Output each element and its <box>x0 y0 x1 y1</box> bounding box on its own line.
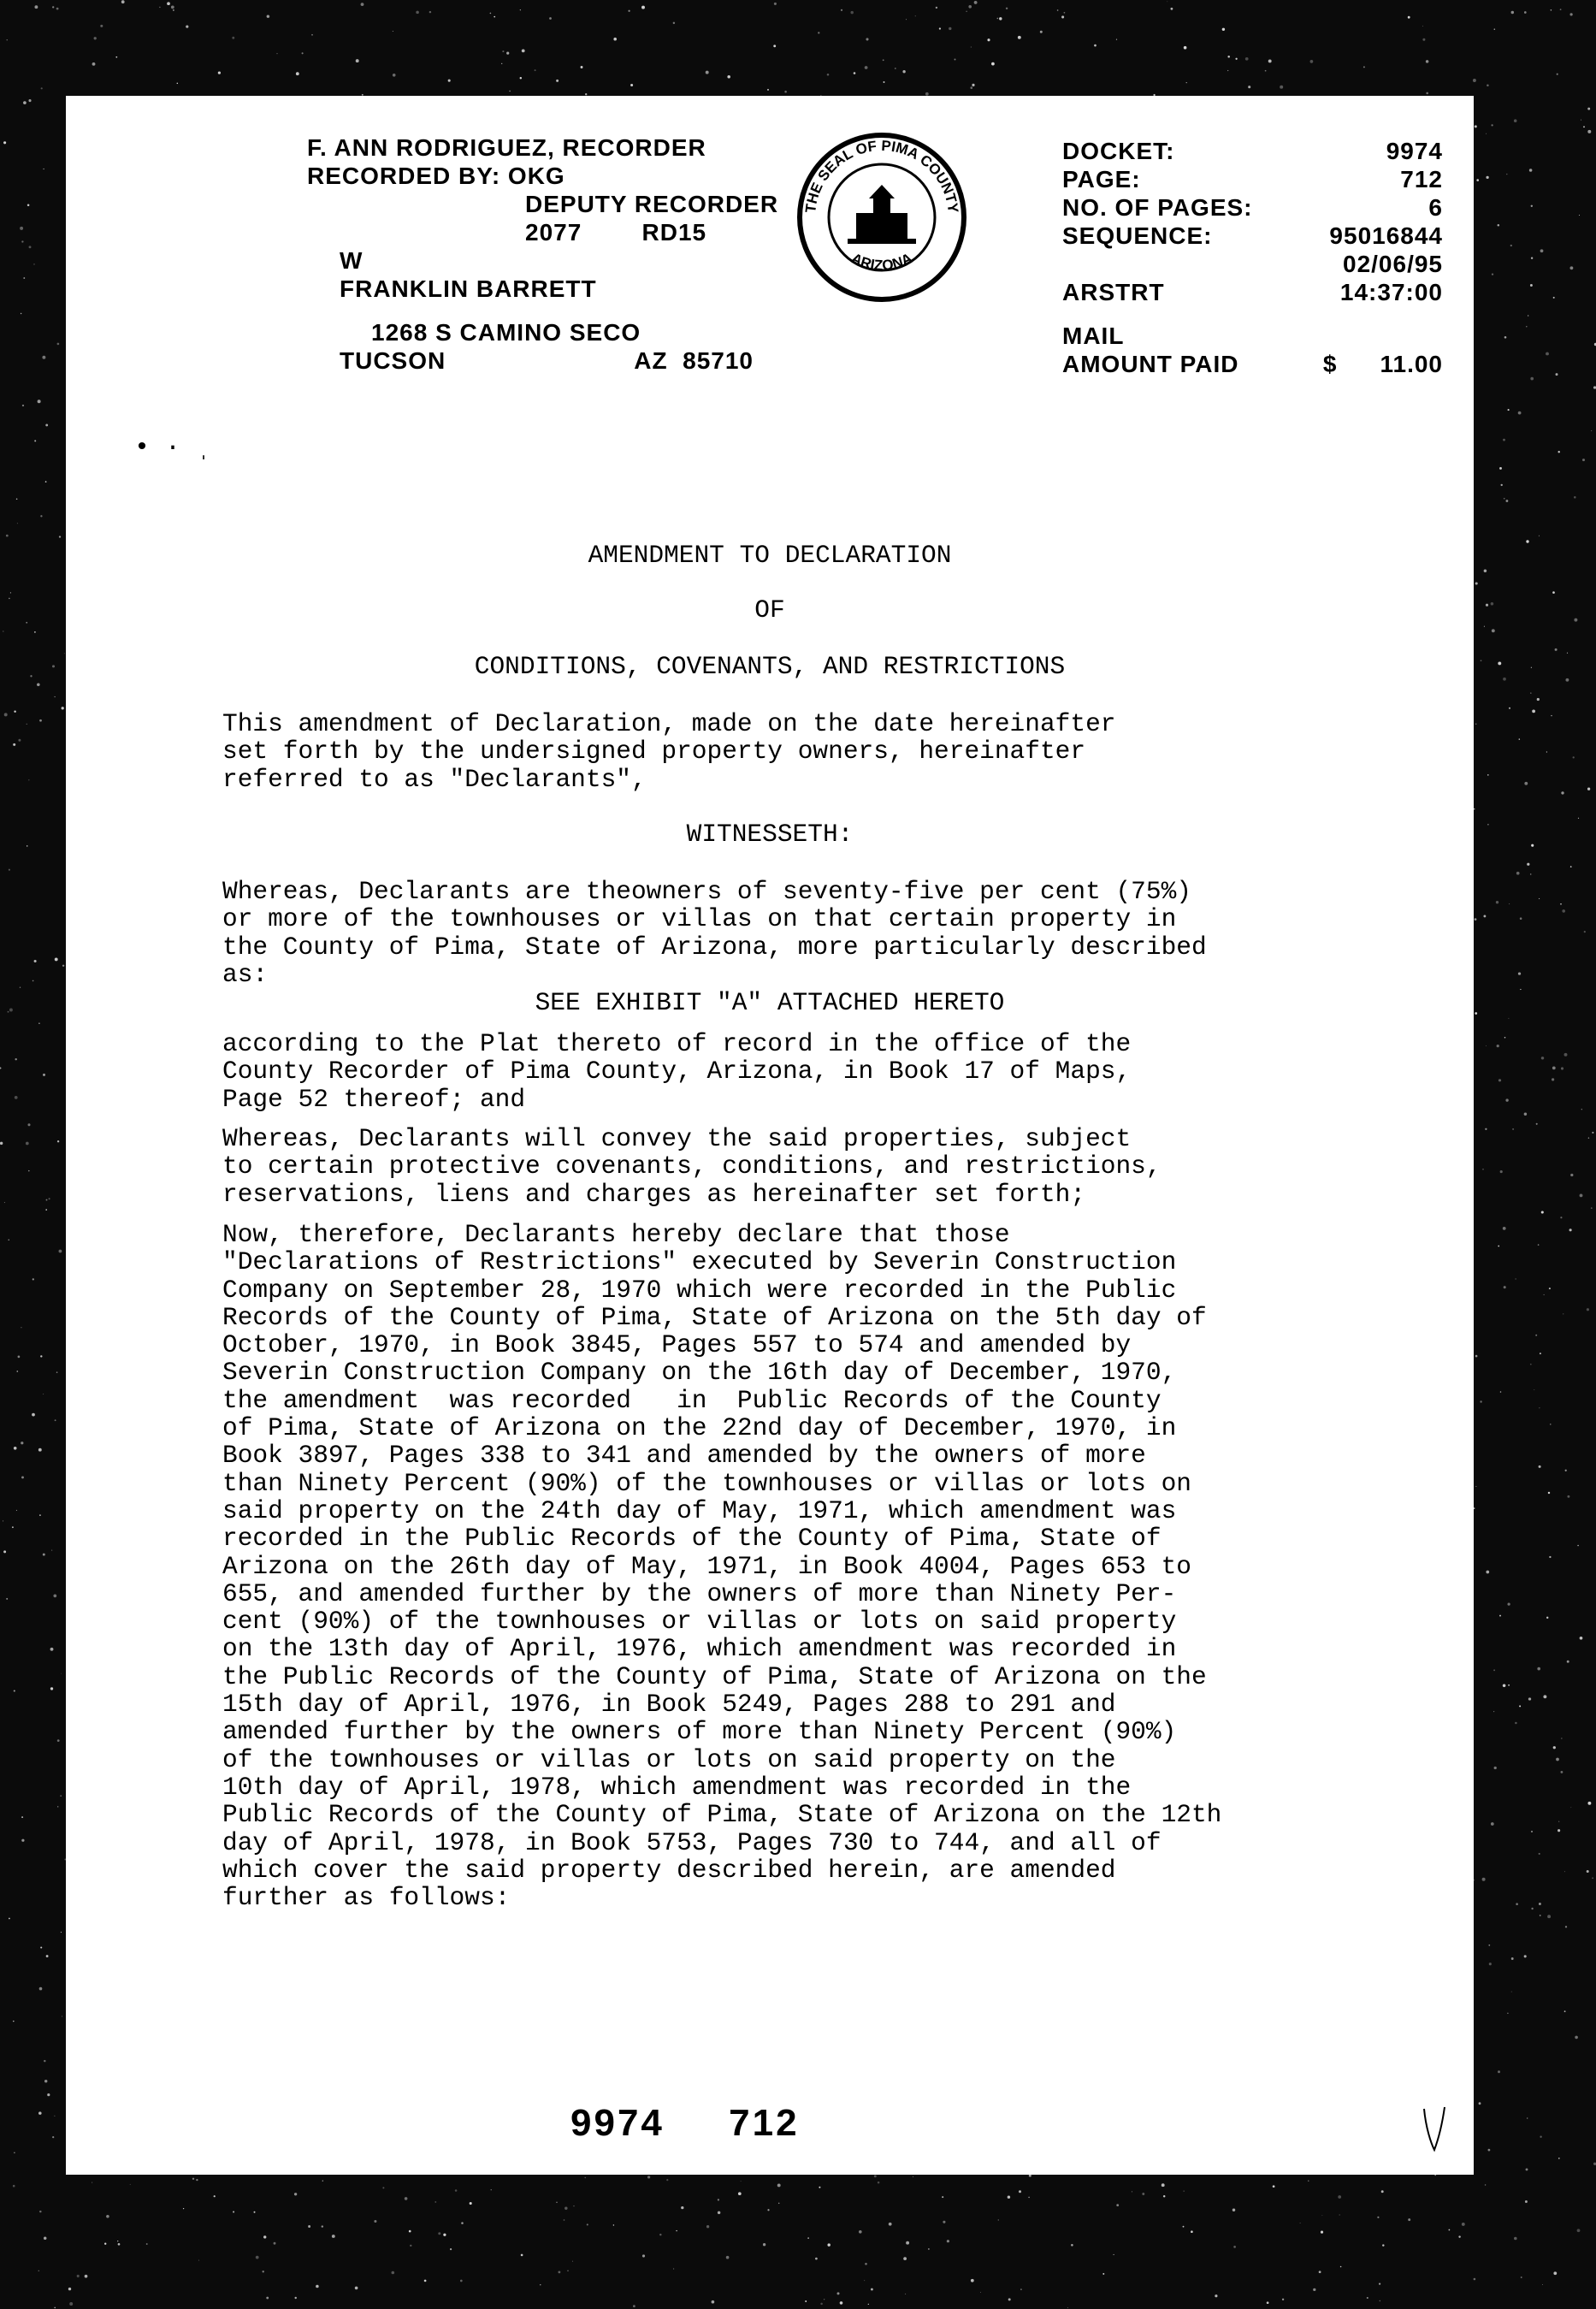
addressee-city-line <box>307 346 778 375</box>
svg-text:ARIZONA <box>848 250 915 274</box>
document-page <box>66 96 1474 2175</box>
text-line: said property on the 24th day of May, 1971, which amendment was <box>222 1495 1177 1525</box>
mail-label: MAIL <box>1062 323 1125 349</box>
docket-value: 9974 <box>1386 138 1443 164</box>
pima-county-seal <box>796 132 967 303</box>
addressee-street: 1268 S CAMINO SECO <box>371 319 641 346</box>
recorder-block <box>307 133 778 375</box>
seal-bottom-text: ARIZONA <box>848 250 915 274</box>
text-line: Whereas, Declarants will convey the said properties, subject <box>222 1124 1132 1153</box>
title-line-2: OF <box>754 595 785 625</box>
text-line: on the 13th day of April, 1976, which amendment was recorded in <box>222 1634 1177 1664</box>
amount-currency: $ <box>1322 351 1338 377</box>
w-mark: W <box>340 247 364 274</box>
footer-docket-page <box>570 2102 800 2145</box>
title-line-3: CONDITIONS, COVENANTS, AND RESTRICTIONS <box>474 652 1066 681</box>
sequence-label: SEQUENCE: <box>1062 222 1213 249</box>
text-line: the amendment was recorded in Public Records of the County <box>222 1385 1162 1415</box>
text-line: which cover the said property described herein, are amended <box>222 1855 1116 1885</box>
record-time: 14:37:00 <box>1339 279 1443 305</box>
text-line: 15th day of April, 1976, in Book 5249, Pages 288 to 291 and <box>222 1690 1116 1720</box>
text-line: as: <box>222 959 269 989</box>
recorder-codes: 2077 RD15 <box>525 219 707 246</box>
amount-value: 11.00 <box>1380 351 1443 377</box>
docket-block <box>1062 137 1443 378</box>
exhibit-reference: SEE EXHIBIT "A" ATTACHED HERETO <box>535 988 1005 1017</box>
seal-top-text: THE SEAL OF PIMA COUNTY <box>802 137 961 214</box>
addressee-state-zip: AZ 85710 <box>634 347 754 374</box>
addressee-city: TUCSON <box>340 347 446 374</box>
text-line: of the townhouses or villas or lots on said property on the <box>222 1744 1116 1774</box>
text-line: Now, therefore, Declarants hereby declare that those <box>222 1220 1010 1249</box>
page-value: 712 <box>1400 166 1443 192</box>
text-line: of Pima, State of Arizona on the 22nd day of December, 1970, in <box>222 1413 1177 1443</box>
text-line: Arizona on the 26th day of May, 1971, in Book 4004, Pages 653 to <box>222 1551 1191 1581</box>
text-line: day of April, 1978, in Book 5753, Pages 730 to 744, and all of <box>222 1827 1162 1857</box>
text-line: Public Records of the County of Pima, State of Arizona on the 12th <box>222 1800 1222 1830</box>
whereas-paragraph-1 <box>222 878 1403 988</box>
intro-paragraph <box>222 710 1403 793</box>
text-line: Records of the County of Pima, State of Arizona on the 5th day of <box>222 1302 1207 1332</box>
pages-label: NO. OF PAGES: <box>1062 194 1253 221</box>
text-line: 655, and amended further by the owners of more than Ninety Per- <box>222 1578 1177 1608</box>
text-line: to certain protective covenants, conditions, and restrictions, <box>222 1152 1162 1181</box>
text-line: further as follows: <box>222 1883 511 1913</box>
text-line: cent (90%) of the townhouses or villas or lots on said property <box>222 1607 1177 1637</box>
amount-label: AMOUNT PAID <box>1062 351 1239 377</box>
text-line: referred to as "Declarants", <box>222 764 647 794</box>
text-line: 10th day of April, 1978, which amendment was recorded in the <box>222 1772 1132 1802</box>
page-label: PAGE: <box>1062 166 1141 192</box>
text-line: October, 1970, in Book 3845, Pages 557 to 574 and amended by <box>222 1330 1132 1360</box>
text-line: set forth by the undersigned property owners, hereinafter <box>222 737 1086 767</box>
stray-marks: • · ˌ <box>134 434 212 463</box>
text-line: recorded in the Public Records of the County of Pima, State of <box>222 1524 1162 1554</box>
footer-page: 712 <box>729 2102 800 2144</box>
text-line: County Recorder of Pima County, Arizona, in Book 17 of Maps, <box>222 1057 1132 1086</box>
text-line: the Public Records of the County of Pima, State of Arizona on the <box>222 1661 1207 1691</box>
record-date: 02/06/95 <box>1343 251 1443 277</box>
text-line: Book 3897, Pages 338 to 341 and amended by the owners of more <box>222 1441 1146 1471</box>
witnesseth-heading: WITNESSETH: <box>686 820 854 849</box>
text-line: or more of the townhouses or villas on that certain property in <box>222 904 1177 934</box>
docket-label: DOCKET: <box>1062 138 1175 164</box>
arstrt-label: ARSTRT <box>1062 279 1165 305</box>
plat-paragraph <box>222 1030 1403 1113</box>
courthouse-icon <box>848 185 916 244</box>
whereas-paragraph-2 <box>222 1125 1403 1208</box>
sequence-value: 95016844 <box>1329 222 1443 249</box>
text-line: Company on September 28, 1970 which were recorded in the Public <box>222 1275 1177 1305</box>
text-line: Whereas, Declarants are theowners of seventy-five per cent (75%) <box>222 877 1191 906</box>
text-line: the County of Pima, State of Arizona, more particularly described <box>222 932 1207 962</box>
text-line: reservations, liens and charges as hereinafter set forth; <box>222 1179 1086 1209</box>
addressee-name: FRANKLIN BARRETT <box>340 275 597 302</box>
title-line-1: AMENDMENT TO DECLARATION <box>588 541 952 570</box>
recorded-by: RECORDED BY: OKG <box>307 163 565 189</box>
text-line: than Ninety Percent (90%) of the townhouses or villas or lots on <box>222 1468 1191 1498</box>
footer-docket: 9974 <box>570 2102 665 2144</box>
recorder-name: F. ANN RODRIGUEZ, RECORDER <box>307 134 706 161</box>
text-line: "Declarations of Restrictions" executed by Severin Construction <box>222 1247 1177 1277</box>
pages-value: 6 <box>1428 194 1443 221</box>
margin-checkmark-icon <box>1417 2102 1451 2153</box>
text-line: This amendment of Declaration, made on the date hereinafter <box>222 709 1116 738</box>
text-line: Severin Construction Company on the 16th day of December, 1970, <box>222 1358 1177 1388</box>
text-line: Page 52 thereof; and <box>222 1084 526 1114</box>
text-line: amended further by the owners of more than Ninety Percent (90%) <box>222 1717 1177 1747</box>
deputy-recorder: DEPUTY RECORDER <box>525 191 779 217</box>
text-line: according to the Plat thereto of record in the office of the <box>222 1029 1132 1058</box>
now-therefore-paragraph <box>222 1221 1403 1911</box>
